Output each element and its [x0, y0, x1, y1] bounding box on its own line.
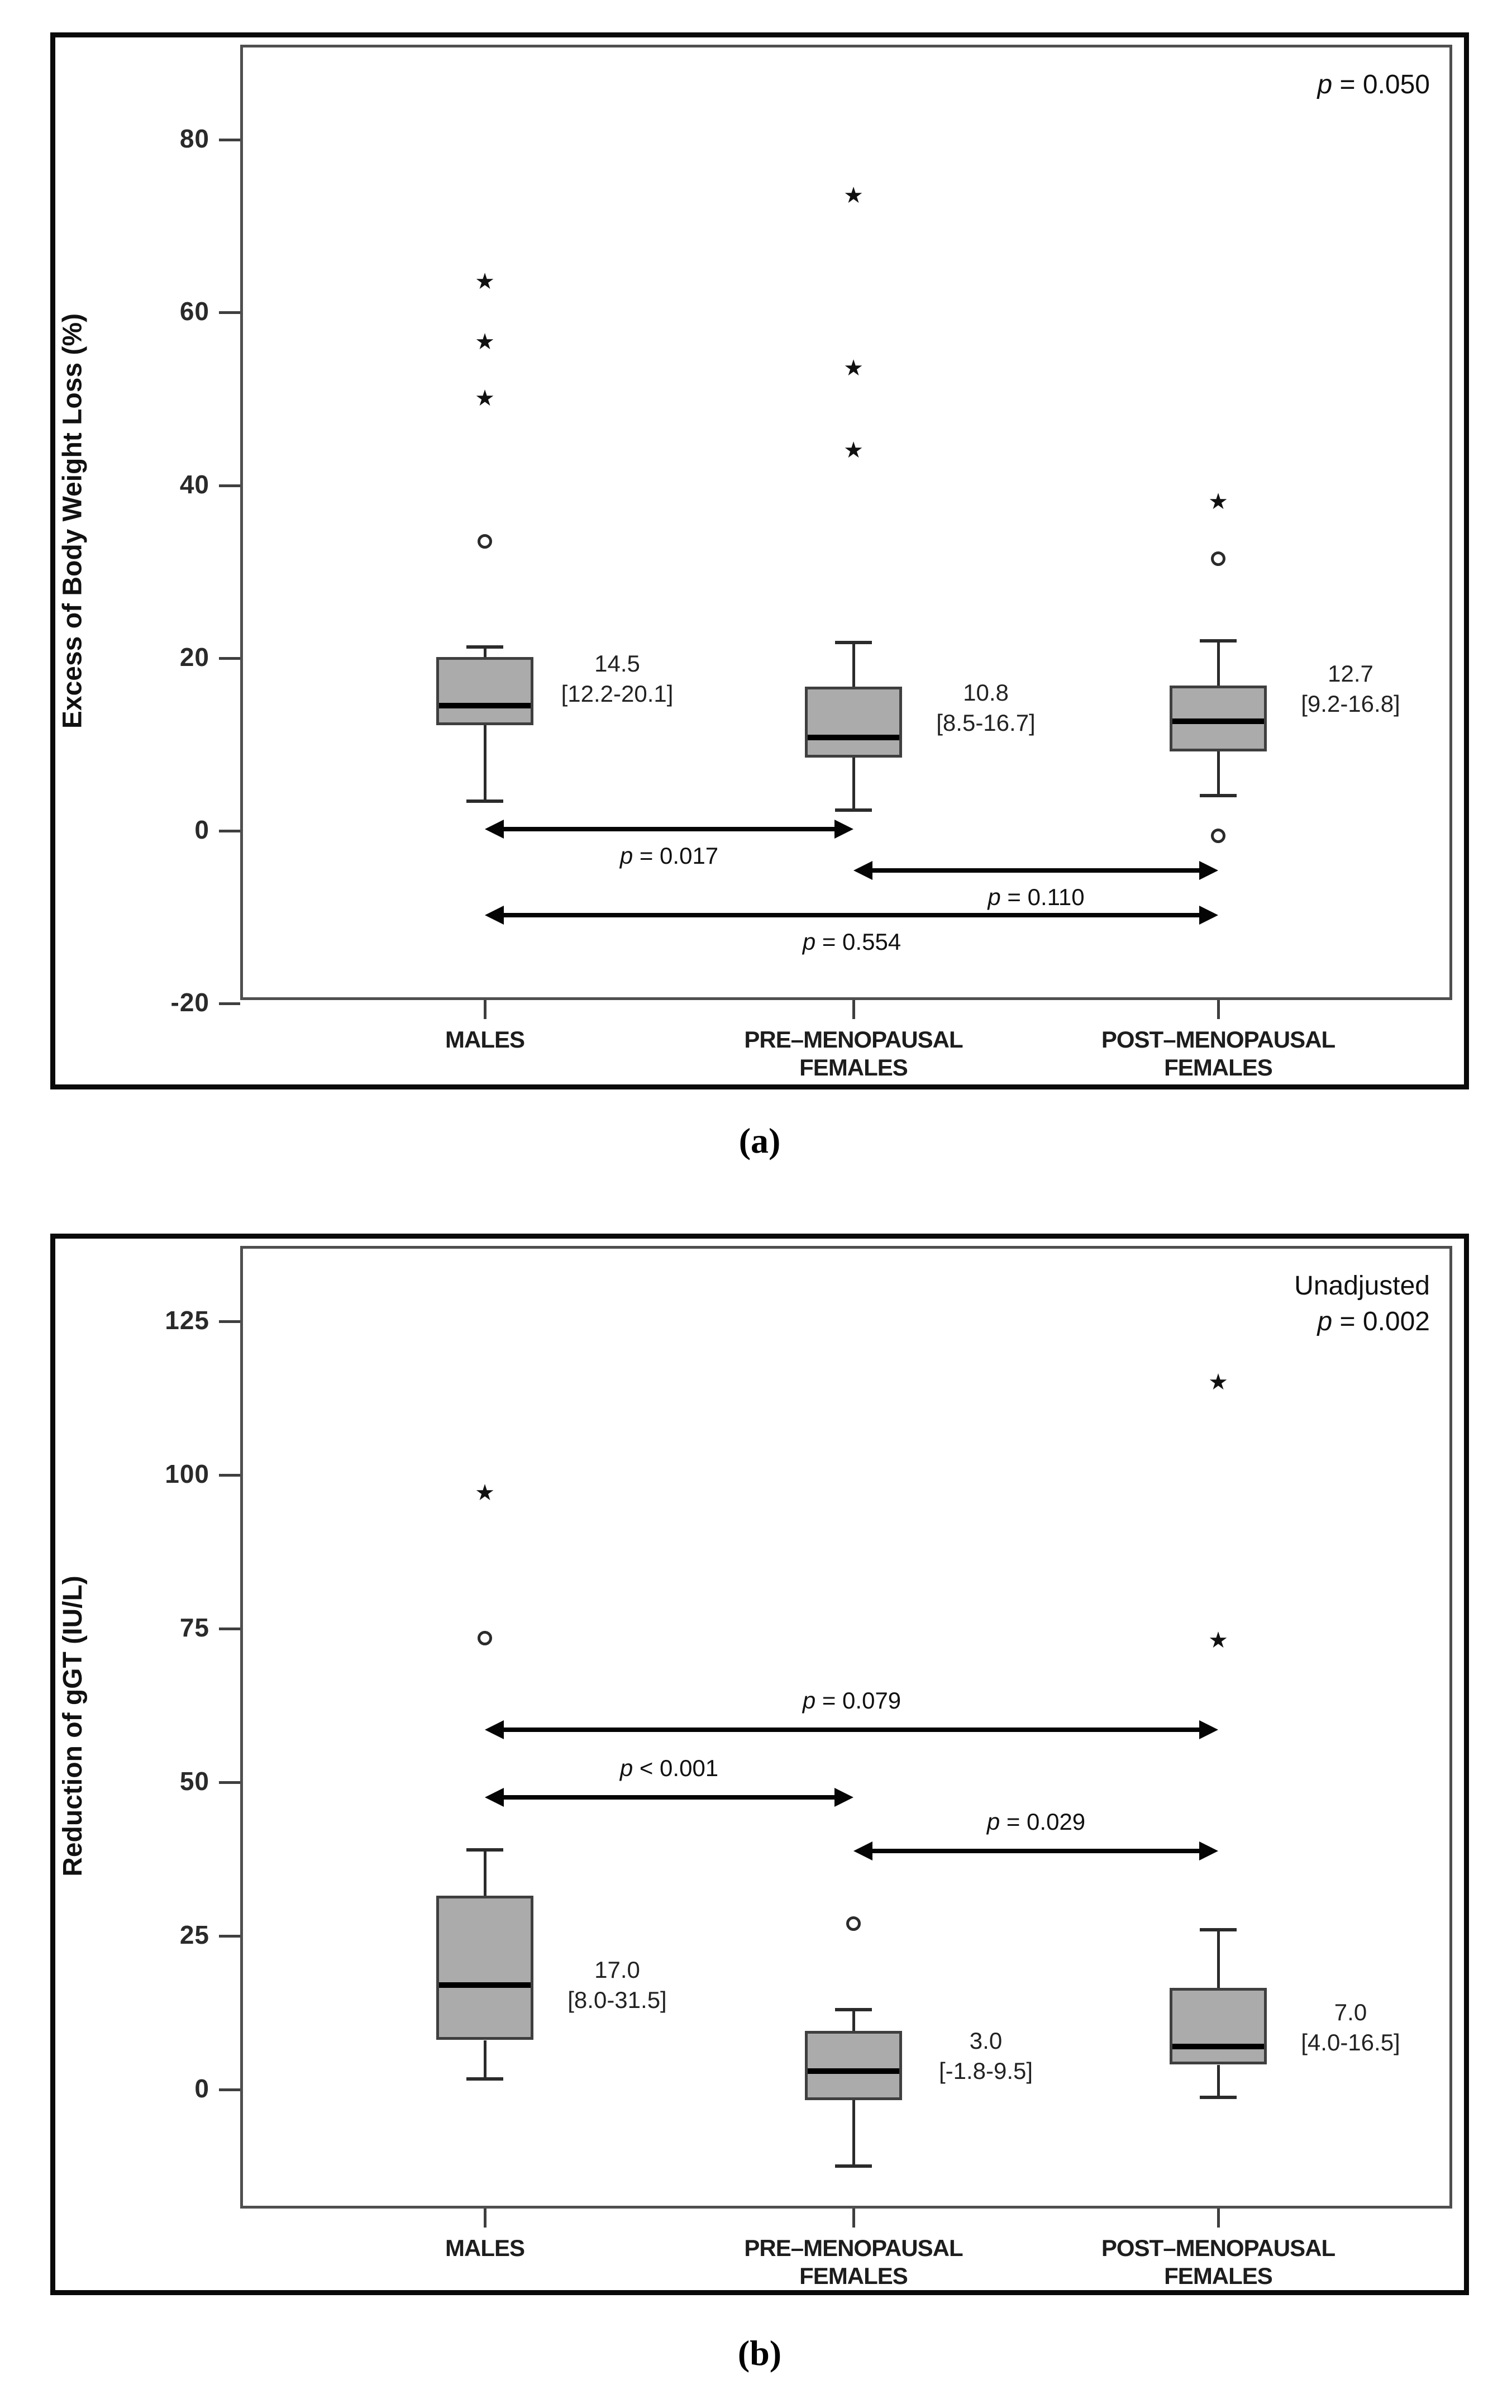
x-tick-label: POST–MENOPAUSAL FEMALES [1101, 2235, 1335, 2289]
arrowhead-right-icon [834, 1788, 853, 1807]
y-tick-mark [219, 657, 240, 660]
arrowhead-left-icon [485, 820, 504, 839]
whisker-cap-lower [466, 2077, 503, 2081]
y-tick-label: 20 [179, 643, 209, 672]
y-tick-mark [219, 139, 240, 141]
whisker-cap-upper [466, 1848, 503, 1852]
box-annotation: 10.8 [8.5-16.7] [936, 679, 1036, 736]
whisker-lower [484, 725, 486, 801]
arrowhead-left-icon [485, 1720, 504, 1739]
box-annotation: 17.0 [8.0-31.5] [567, 1957, 667, 2013]
box-annotation: 12.7 [9.2-16.8] [1301, 660, 1400, 717]
arrowhead-left-icon [485, 1788, 504, 1807]
comparison-arrow-line [865, 868, 1207, 873]
arrowhead-right-icon [1199, 1841, 1218, 1860]
y-tick-label: 80 [179, 124, 209, 153]
x-tick-mark [484, 2209, 486, 2228]
outlier-circle-icon [478, 534, 492, 549]
y-tick-mark [219, 1935, 240, 1938]
outlier-star-icon: ★ [843, 438, 864, 463]
outlier-star-icon: ★ [843, 183, 864, 208]
outlier-star-icon: ★ [475, 269, 495, 294]
y-tick-label: 75 [179, 1613, 209, 1642]
x-tick-mark [1217, 1000, 1220, 1019]
whisker-lower [852, 2100, 855, 2166]
outlier-circle-icon [1211, 551, 1225, 566]
whisker-lower [1217, 2065, 1220, 2097]
arrowhead-left-icon [853, 1841, 872, 1860]
whisker-lower [852, 758, 855, 810]
y-tick-mark [219, 1002, 240, 1005]
outlier-star-icon: ★ [475, 330, 495, 354]
whisker-cap-lower [466, 800, 503, 803]
x-tick-label: PRE–MENOPAUSAL FEMALES [744, 1026, 963, 1081]
whisker-cap-upper [835, 2008, 872, 2011]
whisker-upper [484, 1850, 486, 1896]
comparison-arrow-line [865, 1849, 1207, 1853]
box-annotation: 14.5 [12.2-20.1] [561, 650, 674, 707]
whisker-cap-upper [1200, 639, 1237, 643]
whisker-lower [1217, 751, 1220, 796]
arrowhead-right-icon [1199, 906, 1218, 925]
outlier-star-icon: ★ [843, 356, 864, 380]
y-tick-label: 40 [179, 470, 209, 499]
caption-panel-a: (a) [738, 1121, 781, 1160]
x-tick-mark [484, 1000, 486, 1019]
x-tick-mark [1217, 2209, 1220, 2228]
comparison-arrow-line [496, 827, 842, 831]
whisker-cap-upper [835, 641, 872, 644]
y-tick-label: -20 [170, 988, 209, 1017]
comparison-arrow-line [496, 913, 1207, 917]
whisker-lower [484, 2040, 486, 2079]
whisker-cap-lower [835, 808, 872, 812]
y-tick-label: 125 [165, 1306, 209, 1335]
arrowhead-right-icon [834, 820, 853, 839]
y-axis-label: Reduction of gGT (IU/L) [58, 1576, 88, 1877]
comparison-p-label: p = 0.079 [802, 1687, 902, 1714]
y-tick-mark [219, 311, 240, 314]
outlier-circle-icon [478, 1631, 492, 1645]
y-tick-label: 50 [179, 1767, 209, 1796]
outlier-star-icon: ★ [475, 386, 495, 411]
comparison-p-label: p = 0.029 [986, 1809, 1086, 1835]
y-tick-label: 60 [179, 297, 209, 326]
outlier-circle-icon [1211, 829, 1225, 843]
comparison-p-label: p < 0.001 [619, 1755, 719, 1781]
caption-panel-b: (b) [737, 2333, 782, 2373]
x-tick-label: POST–MENOPAUSAL FEMALES [1101, 1026, 1335, 1081]
x-tick-label: PRE–MENOPAUSAL FEMALES [744, 2235, 963, 2289]
y-tick-label: 25 [179, 1920, 209, 1949]
y-tick-label: 0 [194, 2074, 209, 2103]
outlier-star-icon: ★ [1208, 1628, 1228, 1653]
y-tick-mark [219, 1474, 240, 1477]
arrowhead-left-icon [853, 861, 872, 880]
panel-p-value: Unadjusted p = 0.002 [1294, 1271, 1430, 1336]
outlier-star-icon: ★ [1208, 489, 1228, 514]
y-tick-mark [219, 2088, 240, 2091]
whisker-cap-lower [1200, 2096, 1237, 2099]
y-tick-mark [219, 1781, 240, 1784]
whisker-upper [1217, 1930, 1220, 1988]
y-tick-mark [219, 1627, 240, 1630]
y-tick-mark [219, 1320, 240, 1323]
x-tick-label: MALES [445, 2235, 524, 2261]
y-tick-mark [219, 830, 240, 832]
comparison-arrow-line [496, 1728, 1207, 1732]
box-annotation: 3.0 [-1.8-9.5] [938, 2028, 1033, 2084]
comparison-p-label: p = 0.017 [619, 843, 719, 869]
y-tick-label: 0 [194, 815, 209, 844]
x-tick-mark [852, 1000, 855, 1019]
whisker-cap-lower [1200, 794, 1237, 797]
x-tick-mark [852, 2209, 855, 2228]
outlier-star-icon: ★ [475, 1481, 495, 1505]
y-tick-label: 100 [165, 1459, 209, 1488]
y-axis-label: Excess of Body Weight Loss (%) [58, 313, 88, 729]
panel-p-value: p = 0.050 [1317, 70, 1430, 99]
arrowhead-right-icon [1199, 1720, 1218, 1739]
outlier-star-icon: ★ [1208, 1370, 1228, 1395]
arrowhead-left-icon [485, 906, 504, 925]
x-tick-label: MALES [445, 1026, 524, 1053]
outlier-circle-icon [846, 1916, 861, 1931]
whisker-cap-upper [1200, 1928, 1237, 1931]
comparison-arrow-line [496, 1795, 842, 1800]
median-line [1172, 718, 1264, 724]
arrowhead-right-icon [1199, 861, 1218, 880]
box-annotation: 7.0 [4.0-16.5] [1301, 1999, 1400, 2055]
comparison-p-label: p = 0.554 [802, 929, 902, 955]
y-tick-mark [219, 484, 240, 487]
comparison-p-label: p = 0.110 [988, 884, 1085, 910]
whisker-cap-lower [835, 2164, 872, 2168]
